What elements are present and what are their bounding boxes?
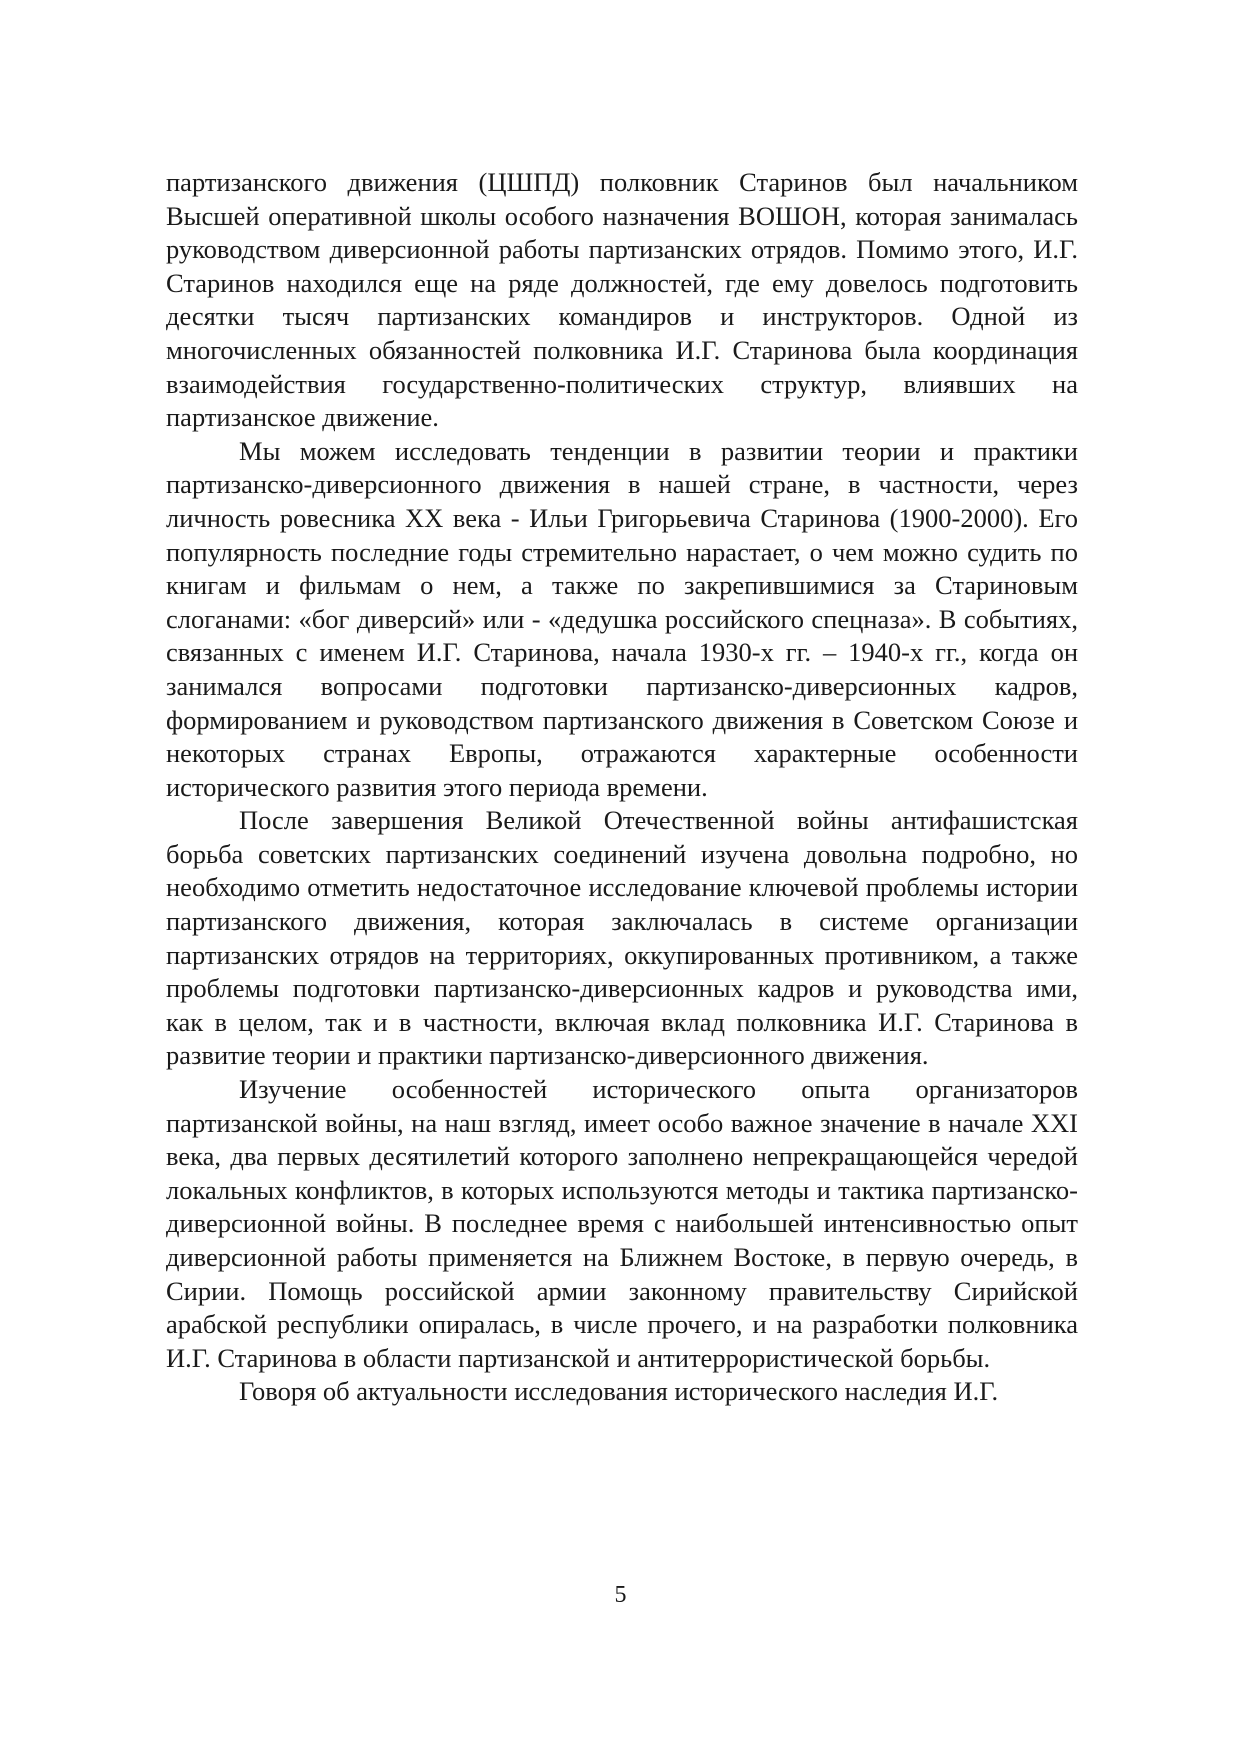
body-text — [166, 166, 1078, 1409]
paragraph: Изучение особенностей исторического опыта организаторов партизанской войны, на наш взгляд, имеет особо важное значение в начале XXI века, два первых десятилетий которого заполнено непрекращающейся чередой локальных конфликтов, в которых используются методы и тактика партизанско-диверсионной войны. В последнее время с наибольшей интенсивностью опыт диверсионной работы применяется на Ближнем Востоке, в первую очередь, в Сирии. Помощь российской армии законному правительству Сирийской арабской республики опиралась, в числе прочего, и на разработки полковника И.Г. Старинова в области партизанской и антитеррористической борьбы. — [166, 1074, 1078, 1373]
paragraph: Говоря об актуальности исследования исторического наследия И.Г. — [239, 1376, 999, 1407]
paragraph: После завершения Великой Отечественной войны антифашистская борьба советских партизанских соединений изучена довольна подробно, но необходимо отметить недостаточное исследование ключевой проблемы истории партизанского движения, которая заключалась в системе организации партизанских отрядов на территориях, оккупированных противником, а также проблемы подготовки партизанско-диверсионных кадров и руководства ими, как в целом, так и в частности, включая вклад полковника И.Г. Старинова в развитие теории и практики партизанско-диверсионного движения. — [166, 805, 1078, 1071]
paragraph-continuation: партизанского движения (ЦШПД) полковник Старинов был начальником Высшей оперативной школы особого назначения ВОШОН, которая занималась руководством диверсионной работы партизанских отрядов. Помимо этого, И.Г. Старинов находился еще на ряде должностей, где ему довелось подготовить десятки тысяч партизанских командиров и инструкторов. Одной из многочисленных обязанностей полковника И.Г. Старинова была координация взаимодействия государственно-политических структур, влиявших на партизанское движение. — [166, 167, 1078, 433]
page-number: 5 — [614, 1582, 627, 1608]
paragraph: Мы можем исследовать тенденции в развитии теории и практики партизанско-диверсионного движения в нашей стране, в частности, через личность ровесника XX века - Ильи Григорьевича Старинова (1900-2000). Его популярность последние годы стремительно нарастает, о чем можно судить по книгам и фильмам о нем, а также по закрепившимися за Стариновым слоганами: «бог диверсий» или - «дедушка российского спецназа». В событиях, связанных с именем И.Г. Старинова, начала 1930-х гг. – 1940-х гг., когда он занимался вопросами подготовки партизанско-диверсионных кадров, формированием и руководством партизанского движения в Советском Союзе и некоторых странах Европы, отражаются характерные особенности исторического развития этого периода времени. — [166, 435, 1078, 802]
